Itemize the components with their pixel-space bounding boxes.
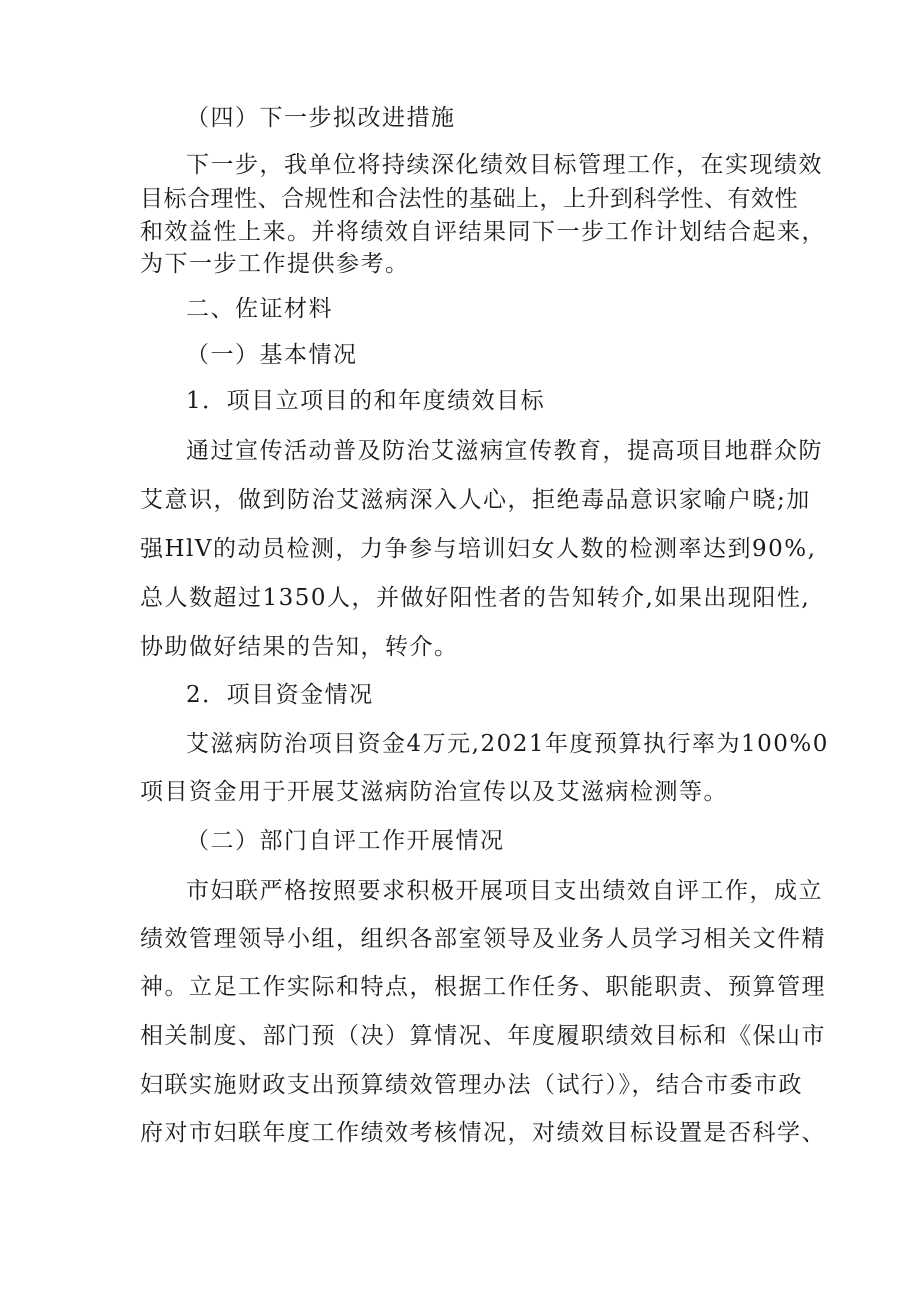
paragraph-line: 通过宣传活动普及防治艾滋病宣传教育，提高项目地群众防 xyxy=(186,438,823,464)
paragraph-line: 神。立足工作实际和特点，根据工作任务、职能职责、预算管理 xyxy=(140,974,826,1000)
paragraph-line: 协助做好结果的告知，转介。 xyxy=(140,634,459,660)
paragraph-line: 为下一步工作提供参考。 xyxy=(140,251,410,277)
paragraph-line: 绩效管理领导小组，组织各部室领导及业务人员学习相关文件精 xyxy=(140,926,826,952)
heading-department-self-evaluation: （二）部门自评工作开展情况 xyxy=(186,828,505,854)
paragraph-line: 相关制度、部门预（决）算情况、年度履职绩效目标和《保山市 xyxy=(140,1023,826,1049)
paragraph-line: 市妇联严格按照要求积极开展项目支出绩效自评工作，成立 xyxy=(186,878,823,904)
paragraph-line: 和效益性上来。并将绩效自评结果同下一步工作计划结合起来， xyxy=(140,219,826,245)
paragraph-line: 项目资金用于开展艾滋病防治宣传以及艾滋病检测等。 xyxy=(140,779,728,805)
heading-supporting-materials: 二、佐证材料 xyxy=(186,296,333,322)
paragraph-line: 目标合理性、合规性和合法性的基础上，上升到科学性、有效性 xyxy=(140,186,798,212)
paragraph-line: 下一步，我单位将持续深化绩效目标管理工作，在实现绩效 xyxy=(186,152,823,178)
heading-project-funds: 2．项目资金情况 xyxy=(186,682,374,708)
heading-next-steps: （四）下一步拟改进措施 xyxy=(186,105,456,131)
paragraph-line: 强HlV的动员检测，力争参与培训妇女人数的检测率达到90%, xyxy=(140,536,817,562)
heading-project-goals: 1．项目立项目的和年度绩效目标 xyxy=(186,388,546,414)
paragraph-line: 总人数超过1350人，并做好阳性者的告知转介,如果出现阳性, xyxy=(140,585,811,611)
heading-basic-situation: （一）基本情况 xyxy=(186,342,358,368)
paragraph-line: 艾滋病防治项目资金4万元,2021年度预算执行率为100%0 xyxy=(186,731,829,757)
paragraph-line: 妇联实施财政支出预算绩效管理办法（试行）》，结合市委市政 xyxy=(140,1072,803,1098)
paragraph-line: 艾意识，做到防治艾滋病深入人心，拒绝毒品意识家喻户晓;加 xyxy=(140,487,811,513)
paragraph-line: 府对市妇联年度工作绩效考核情况，对绩效目标设置是否科学、 xyxy=(140,1120,826,1146)
